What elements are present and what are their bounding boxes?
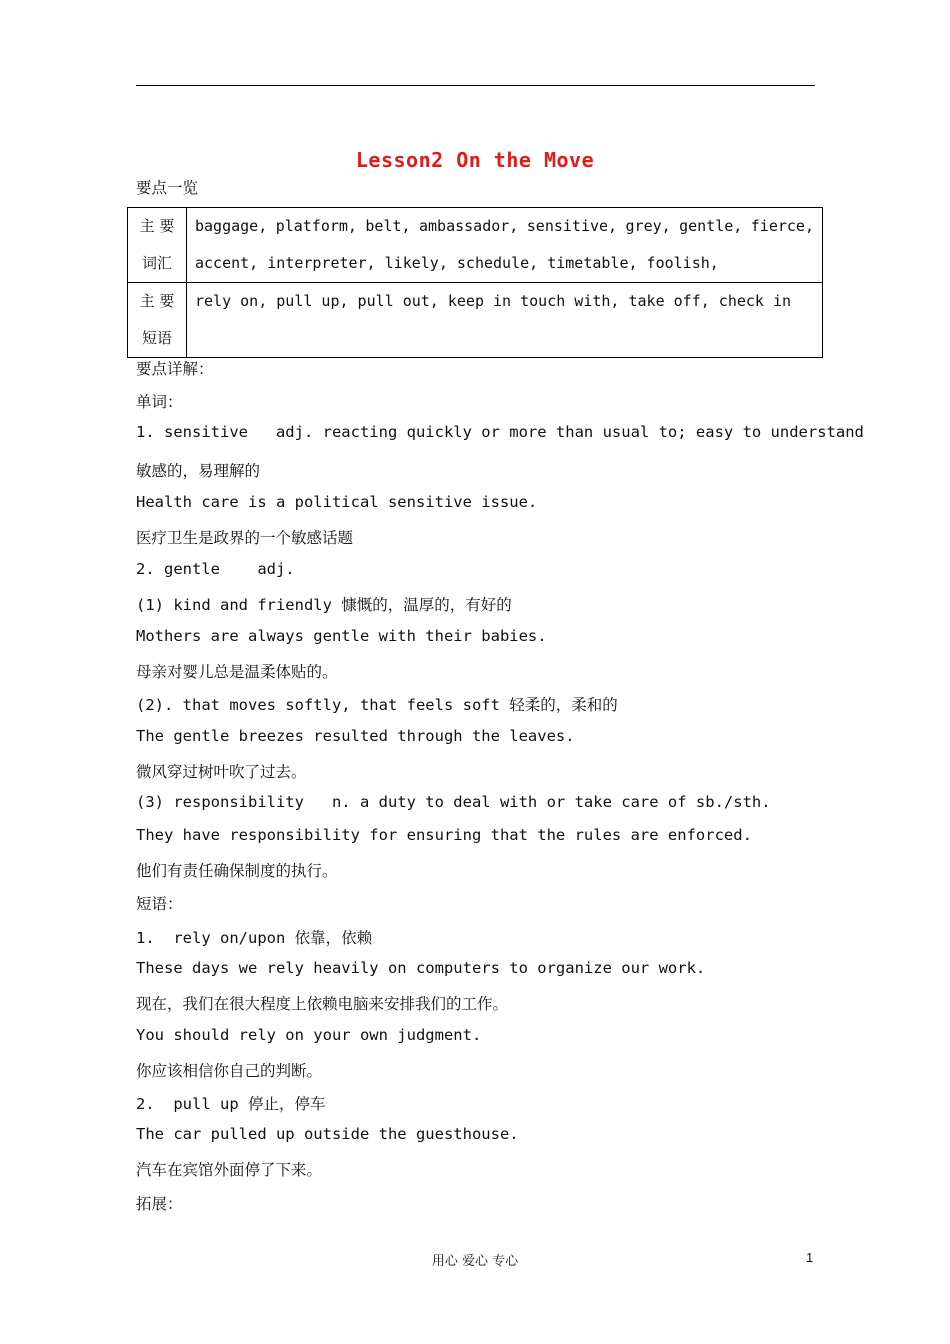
text-line: (2). that moves softly, that feels soft 轻柔的，柔和的 — [136, 696, 618, 714]
text-line: 汽车在宾馆外面停了下来。 — [136, 1161, 323, 1179]
text-line: (1) kind and friendly 慷慨的，温厚的，有好的 — [136, 596, 512, 614]
text-line: 2. gentle adj. — [136, 560, 295, 578]
lesson-title: Lesson2 On the Move — [355, 148, 595, 172]
text-line: You should rely on your own judgment. — [136, 1026, 482, 1044]
key-points-table — [127, 207, 823, 358]
text-line: 母亲对婴儿总是温柔体贴的。 — [136, 663, 338, 681]
row-label-phrases — [128, 283, 187, 358]
text-line: 要点详解： — [136, 360, 214, 378]
row-label-text: 主 要 短语 — [139, 292, 175, 347]
text-line: They have responsibility for ensuring that the rules are enforced. — [136, 826, 752, 844]
overview-heading: 要点一览 — [136, 179, 199, 197]
vocabulary-word: fierce, — [750, 217, 814, 235]
phrases-line-1: rely on, pull up, pull out, keep in touch with, take off, check in — [195, 292, 792, 310]
vocabulary-word: grey, — [625, 217, 671, 235]
text-line: (3) responsibility n. a duty to deal with or take care of sb./sth. — [136, 793, 771, 811]
header-rule — [136, 85, 815, 86]
text-line: 1. sensitive adj. reacting quickly or more than usual to; easy to understand — [136, 423, 864, 441]
vocabulary-word: belt, — [365, 217, 411, 235]
page-footer: 用心 爱心 专心 — [431, 1254, 519, 1269]
text-line: 拓展： — [136, 1195, 183, 1213]
vocabulary-word: gentle, — [679, 217, 743, 235]
vocabulary-word: ambassador, — [419, 217, 519, 235]
text-line: 他们有责任确保制度的执行。 — [136, 862, 338, 880]
text-line: 你应该相信你自己的判断。 — [136, 1062, 323, 1080]
text-line: 现在，我们在很大程度上依赖电脑来安排我们的工作。 — [136, 995, 509, 1013]
vocabulary-cell — [187, 208, 823, 283]
text-line: 医疗卫生是政界的一个敏感话题 — [136, 529, 354, 547]
row-label-vocabulary — [128, 208, 187, 283]
text-line: Mothers are always gentle with their babies. — [136, 627, 547, 645]
table-row-phrases — [128, 283, 823, 358]
text-line: The car pulled up outside the guesthouse. — [136, 1125, 519, 1143]
vocabulary-word: platform, — [275, 217, 357, 235]
text-line: Health care is a political sensitive issue. — [136, 493, 538, 511]
row-label-text: 主 要 词汇 — [139, 217, 175, 272]
vocabulary-line-2: accent, interpreter, likely, schedule, timetable, foolish, — [195, 254, 719, 272]
text-line: 2. pull up 停止，停车 — [136, 1095, 326, 1113]
text-line: 短语： — [136, 895, 183, 913]
text-line: These days we rely heavily on computers to organize our work. — [136, 959, 706, 977]
vocabulary-word: sensitive, — [526, 217, 618, 235]
text-line: The gentle breezes resulted through the leaves. — [136, 727, 575, 745]
vocabulary-word: baggage, — [195, 217, 268, 235]
text-line: 微风穿过树叶吹了过去。 — [136, 763, 307, 781]
text-line: 单词： — [136, 393, 183, 411]
phrases-cell — [187, 283, 823, 358]
page-number: 1 — [806, 1250, 814, 1265]
text-line: 1. rely on/upon 依靠，依赖 — [136, 929, 373, 947]
text-line: 敏感的，易理解的 — [136, 462, 261, 480]
vocabulary-line-1 — [195, 208, 814, 245]
table-row-vocabulary — [128, 208, 823, 283]
